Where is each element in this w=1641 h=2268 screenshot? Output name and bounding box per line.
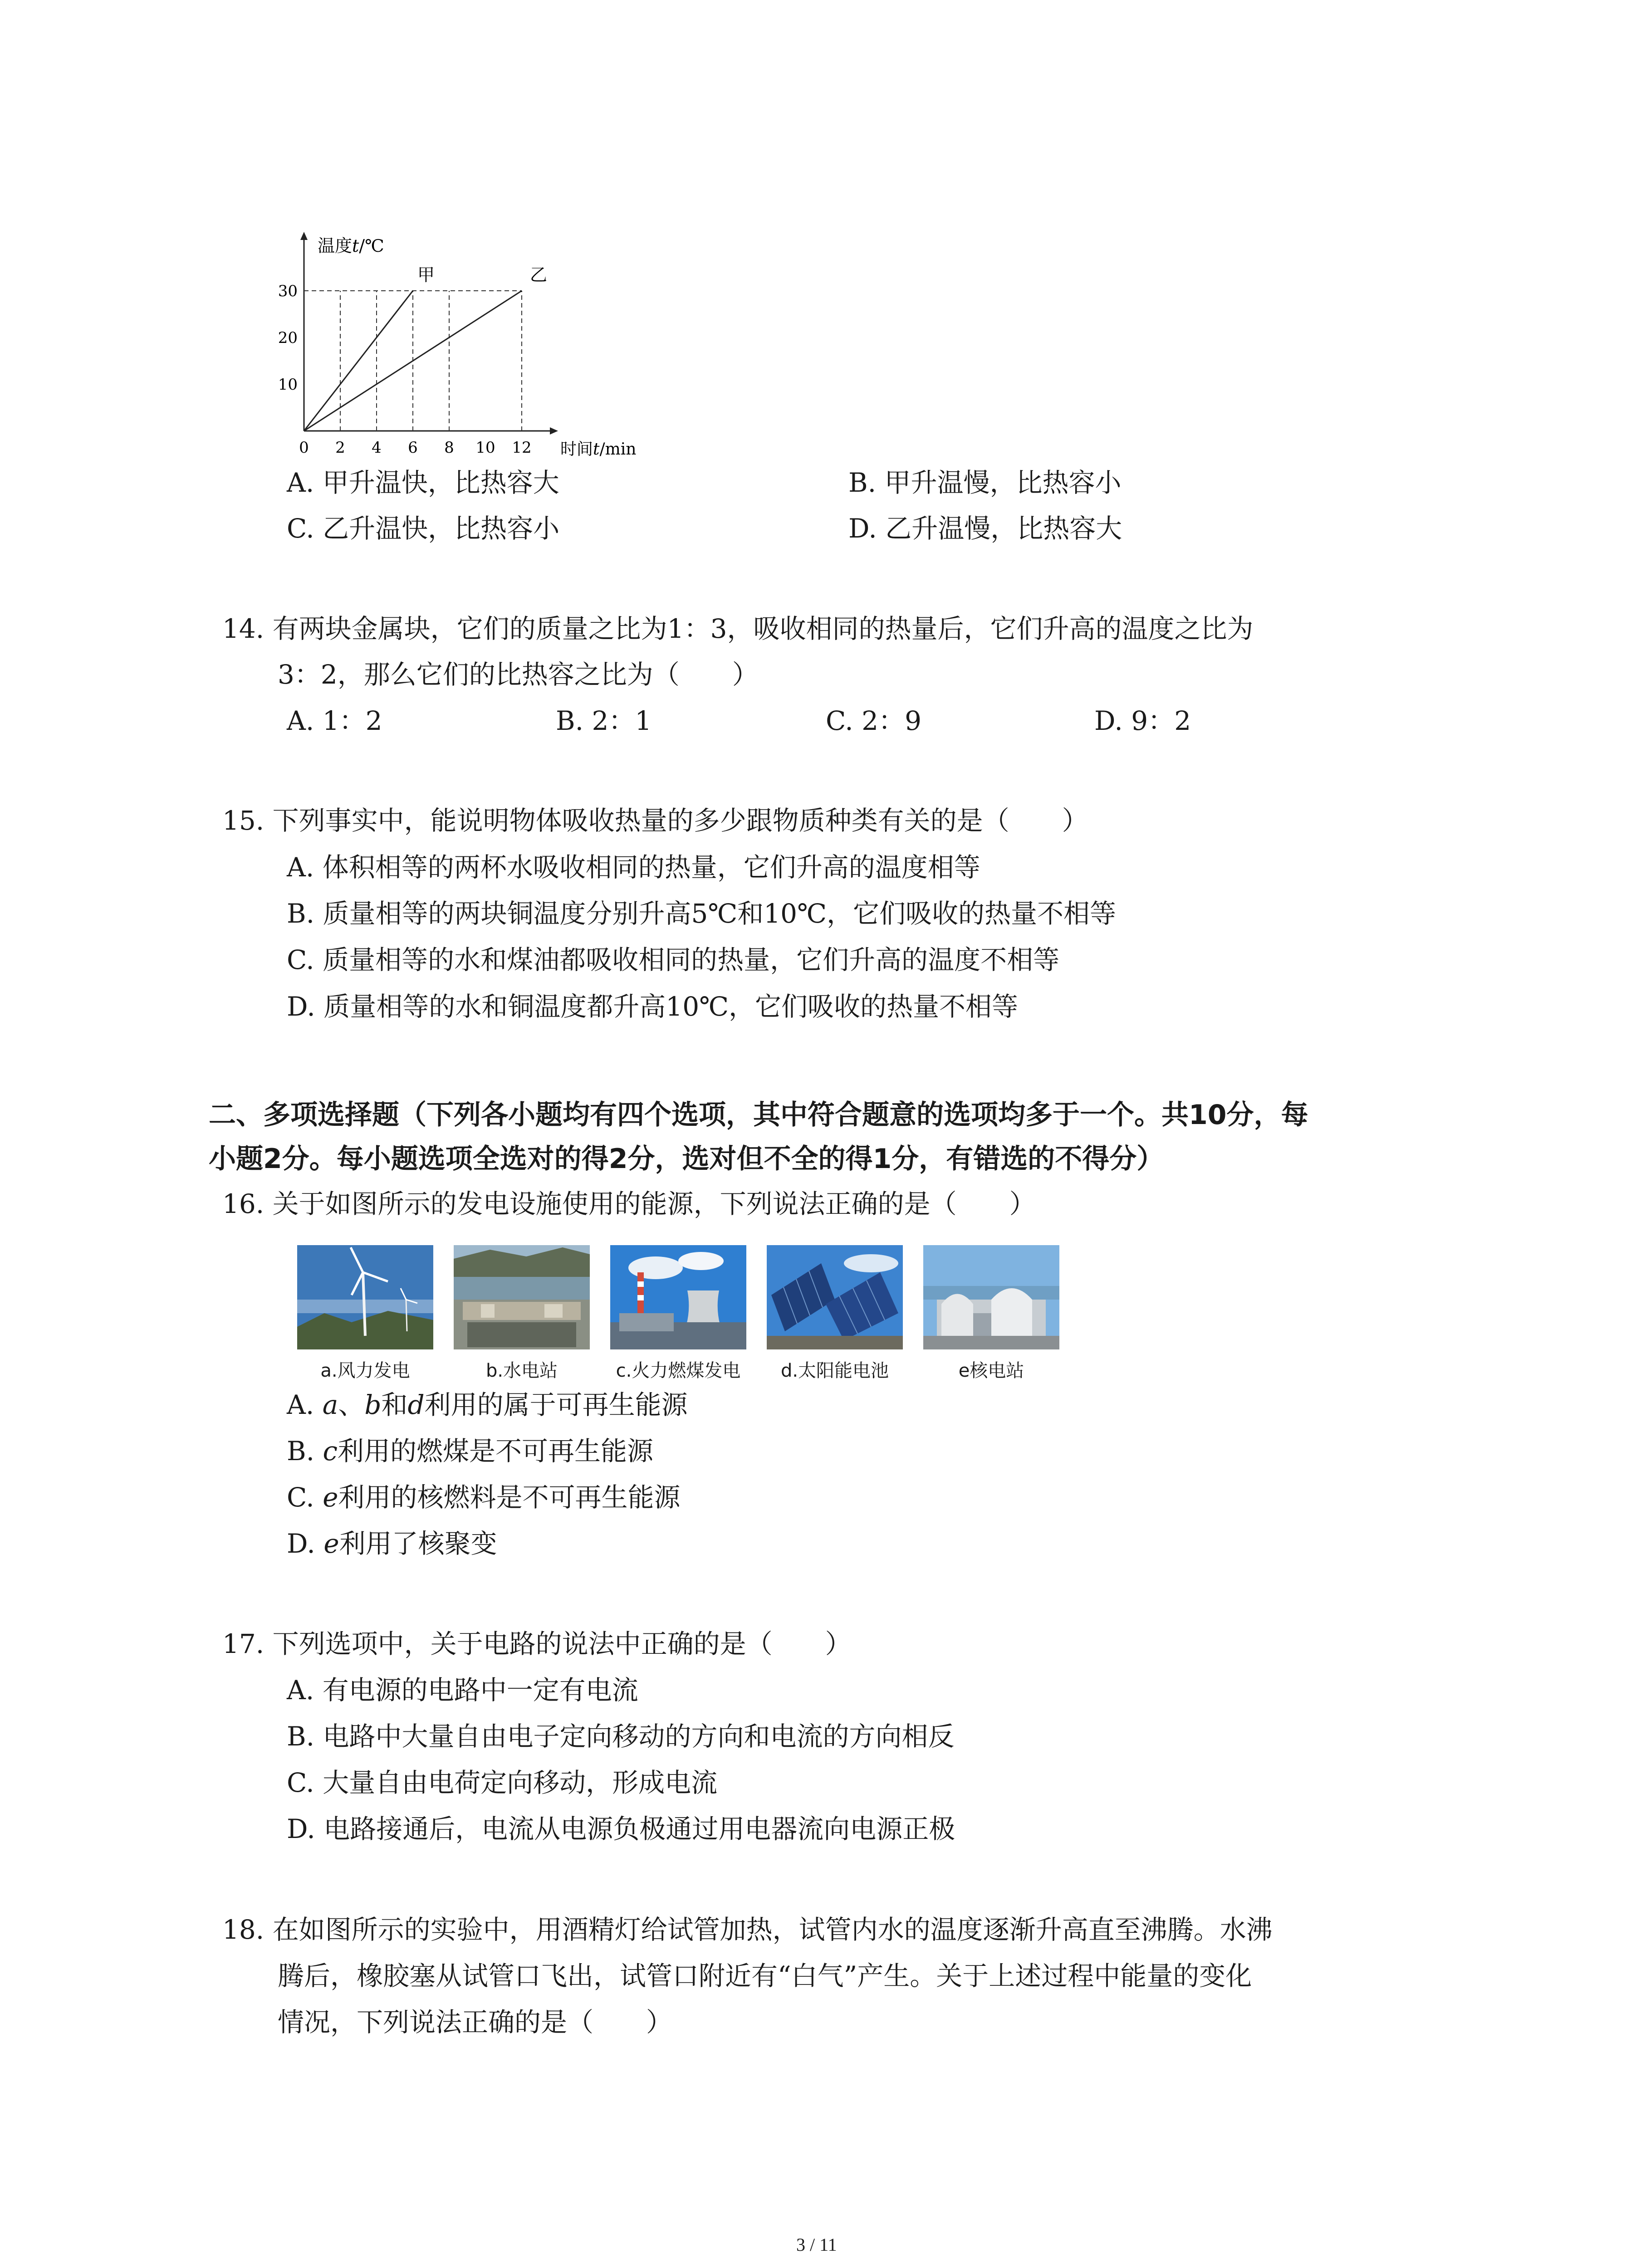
section-2-heading-line1: 二、多项选择题（下列各小题均有四个选项，其中符合题意的选项均多于一个。共10分，每 [209,1099,1308,1131]
page-number: 3 / 11 [796,2234,837,2255]
q14-option-a[interactable]: A. 1：2 [287,705,382,736]
wind-power-photo [297,1245,433,1349]
graph-layer [278,232,558,457]
caption-coal-power: c.火力燃煤发电 [616,1360,741,1381]
x-axis-label: 时间t/min [560,440,637,459]
q16-stem: 16. 关于如图所示的发电设施使用的能源，下列说法正确的是（ ） [222,1188,1036,1219]
coal-power-photo [610,1245,746,1349]
y-axis-arrow [300,232,308,240]
q16-option-a[interactable]: A. a、b和d利用的属于可再生能源 [287,1389,688,1420]
solar-panel-photo [767,1245,903,1349]
caption-wind-power: a.风力发电 [320,1360,410,1381]
q17-option-c[interactable]: C. 大量自由电荷定向移动，形成电流 [287,1767,718,1798]
q16-option-b[interactable]: B. c利用的燃煤是不可再生能源 [287,1436,653,1466]
y-tick-label: 20 [278,329,298,347]
q14-stem-line1: 14. 有两块金属块，它们的质量之比为1：3，吸收相同的热量后，它们升高的温度之比为 [222,613,1254,644]
q14-option-c[interactable]: C. 2：9 [826,705,921,736]
q16-option-c[interactable]: C. e利用的核燃料是不可再生能源 [287,1482,681,1513]
q16-option-d[interactable]: D. e利用了核聚变 [287,1528,497,1559]
nuclear-plant-photo [923,1245,1059,1349]
q13-option-c[interactable]: C. 乙升温快，比热容小 [287,513,560,544]
q14-option-d[interactable]: D. 9：2 [1094,705,1191,736]
section-2-heading-line2: 小题2分。每小题选项全选对的得2分，选对但不全的得1分，有错选的不得分） [209,1143,1164,1175]
series-line-1 [304,291,413,431]
hydropower-photo [454,1245,590,1349]
q17-option-a[interactable]: A. 有电源的电路中一定有电流 [287,1675,638,1706]
q17-stem: 17. 下列选项中，关于电路的说法中正确的是（ ） [222,1628,852,1659]
caption-solar: d.太阳能电池 [780,1360,889,1381]
q15-option-b[interactable]: B. 质量相等的两块铜温度分别升高5℃和10℃，它们吸收的热量不相等 [287,898,1116,929]
x-tick-label: 10 [475,439,495,457]
series-label-2: 乙 [530,265,548,285]
q15-option-c[interactable]: C. 质量相等的水和煤油都吸收相同的热量，它们升高的温度不相等 [287,944,1060,975]
q13-option-b[interactable]: B. 甲升温慢，比热容小 [848,467,1122,498]
q15-stem: 15. 下列事实中，能说明物体吸收热量的多少跟物质种类有关的是（ ） [222,805,1088,836]
q15-option-d[interactable]: D. 质量相等的水和铜温度都升高10℃，它们吸收的热量不相等 [287,991,1018,1022]
x-tick-label: 0 [299,439,309,457]
series-label-1: 甲 [417,265,435,285]
temperature-time-graph [272,227,662,472]
caption-hydropower: b.水电站 [485,1360,558,1381]
q13-option-d[interactable]: D. 乙升温慢，比热容大 [848,513,1122,544]
y-tick-label: 10 [278,376,298,394]
x-tick-label: 12 [512,439,532,457]
q17-option-d[interactable]: D. 电路接通后，电流从电源负极通过用电器流向电源正极 [287,1813,955,1844]
q18-stem-line3: 情况，下列说法正确的是（ ） [278,2007,673,2038]
x-tick-label: 8 [444,439,454,457]
x-tick-label: 2 [335,439,345,457]
x-tick-label: 4 [372,439,382,457]
q14-stem-line2: 3：2，那么它们的比热容之比为（ ） [278,659,759,690]
y-tick-label: 30 [278,282,298,300]
q18-stem-line2: 腾后，橡胶塞从试管口飞出，试管口附近有“白气”产生。关于上述过程中能量的变化 [278,1960,1252,1991]
caption-nuclear: e核电站 [958,1360,1024,1381]
q17-option-b[interactable]: B. 电路中大量自由电子定向移动的方向和电流的方向相反 [287,1721,955,1752]
x-tick-label: 6 [408,439,418,457]
q18-stem-line1: 18. 在如图所示的实验中，用酒精灯给试管加热，试管内水的温度逐渐升高直至沸腾。水沸 [222,1914,1273,1945]
x-axis-arrow [550,427,558,435]
q13-option-a[interactable]: A. 甲升温快，比热容大 [287,467,559,498]
q14-option-b[interactable]: B. 2：1 [556,705,652,736]
y-axis-label: 温度t/℃ [318,236,384,256]
q15-option-a[interactable]: A. 体积相等的两杯水吸收相同的热量，它们升高的温度相等 [287,852,980,883]
